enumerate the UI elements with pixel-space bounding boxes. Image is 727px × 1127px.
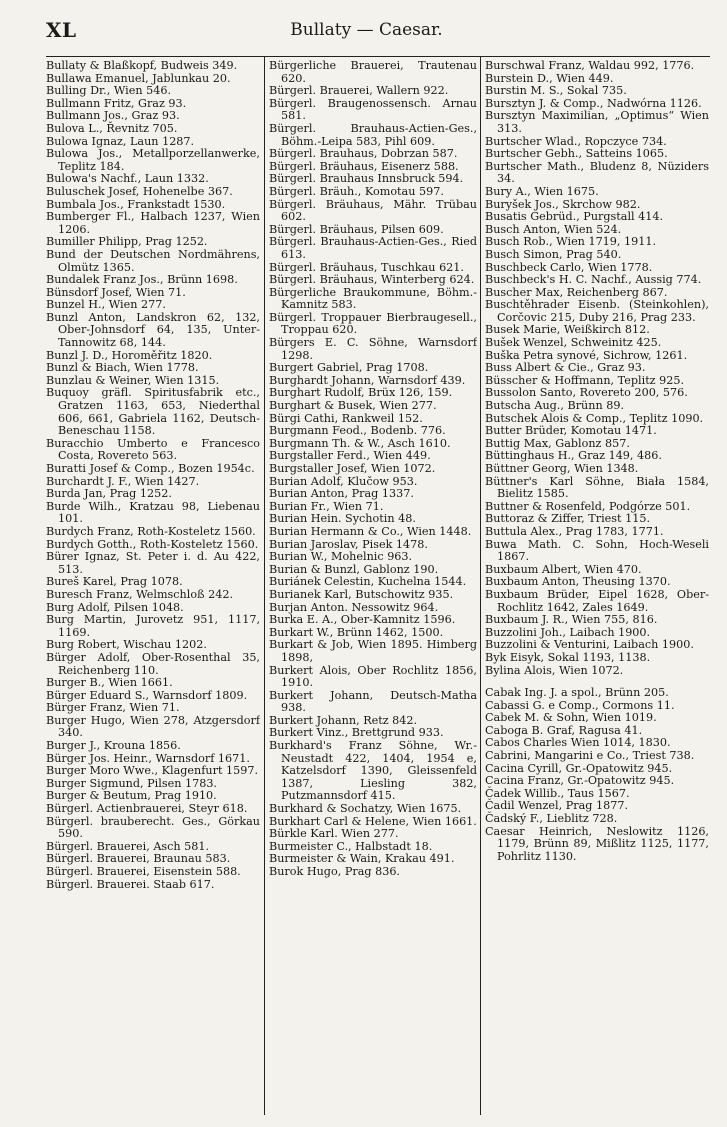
directory-entry: Bunzlau & Weiner, Wien 1315. [46,373,220,387]
directory-entry: Cacina Franz, Gr.-Opatowitz 945. [485,774,675,788]
directory-entry: Buzzolini & Venturini, Laibach 1900. [485,638,694,652]
directory-entry: Bürgerl. Braugenossensch. Arnau 581. [269,96,477,123]
column-3 [480,57,709,1115]
directory-entry: Bund der Deutschen Nordmährens, Olmütz 1365. [46,247,260,274]
directory-entry: Burian W., Mohelnic 963. [269,550,413,564]
directory-entry: Burian & Bunzl, Gablonz 190. [269,562,439,576]
directory-entry: Burok Hugo, Prag 836. [269,865,400,878]
columns-area [46,56,710,1115]
directory-entry: Bürgerl. Brauhaus Innsbruck 594. [269,172,464,186]
directory-entry: Bunzl & Biach, Wien 1778. [46,361,199,375]
directory-entry: Bunzel H., Wien 277. [46,298,166,312]
directory-entry: Busch Rob., Wien 1719, 1911. [485,235,657,249]
directory-entry: Buzzolini Joh., Laibach 1900. [485,625,651,639]
directory-entry: Bürgerliche Braukommune, Böhm.-Kamnitz 583. [269,285,477,312]
directory-entry: Bürgerl. Brauerei, Braunau 583. [46,852,231,866]
directory-entry: Burka E. A., Ober-Kamnitz 1596. [269,613,456,627]
directory-entry: Bünsdorf Josef, Wien 71. [46,285,186,299]
directory-entry: Buwa Math. C. Sohn, Hoch-Weseli 1867. [485,537,709,564]
directory-entry: Bürgerl. Bräuhaus, Mähr. Trübau 602. [269,197,477,224]
directory-entry: Burger Sigmund, Pilsen 1783. [46,776,217,790]
directory-entry: Burchardt J. F., Wien 1427. [46,474,200,488]
directory-entry: Burger Hugo, Wien 278, Atzgersdorf 340. [46,713,260,740]
directory-entry: Čadský F., Lieblitz 728. [485,812,618,826]
directory-entry: Bullmann Fritz, Graz 93. [46,96,187,110]
directory-entry: Buschtěhrader Eisenb. (Steinkohlen), Corčovic 215, Duby 216, Prag 233. [485,298,709,324]
directory-entry: Butter Brüder, Komotau 1471. [485,424,657,438]
page-header [46,14,687,50]
directory-entry: Busch Simon, Prag 540. [485,247,622,261]
directory-entry: Burde Wilh., Kratzau 98, Liebenau 101. [46,499,260,526]
directory-entry: Burdych Gotth., Roth-Kosteletz 1560. [46,537,259,551]
directory-entry: Büsscher & Hoffmann, Teplitz 925. [485,373,685,387]
directory-entry: Bumiller Philipp, Prag 1252. [46,235,208,249]
directory-entry: Bürgerl. Bräuh., Komotau 597. [269,184,444,198]
directory-entry: Buratti Josef & Comp., Bozen 1954c. [46,462,255,475]
directory-entry: Buxbaum Brüder, Eipel 1628, Ober-Rochlitz 1642, Zales 1649. [485,587,709,614]
directory-entry: Bürgerliche Brauerei, Trautenau 620. [269,59,477,85]
directory-entry: Burmeister C., Halbstadt 18. [269,839,433,853]
page-number: XL [46,18,77,42]
directory-entry: Cabek M. & Sohn, Wien 1019. [485,711,657,725]
directory-entry: Bürger Jos. Heinr., Warnsdorf 1671. [46,751,250,765]
directory-entry: Burtscher Wlad., Ropczyce 734. [485,134,667,148]
directory-entry: Burstin M. S., Sokal 735. [485,84,627,98]
directory-entry: Bürgerl. Brauhaus-Actien-Ges., Böhm.-Leipa 583, Pihl 609. [269,121,477,148]
directory-entry: Bulowa Ignaz, Laun 1287. [46,134,195,148]
directory-entry: Burian Hein. Sychotin 48. [269,512,416,526]
directory-entry: Burstein D., Wien 449. [485,71,614,85]
directory-entry: Burkert Johann, Deutsch-Matha 938. [269,688,477,715]
directory-entry: Bürgerl. Brauerei. Staab 617. [46,877,215,891]
directory-entry: Buresch Franz, Welmschloß 242. [46,587,234,601]
directory-entry: Burmeister & Wain, Krakau 491. [269,852,455,866]
directory-entry: Burkhard & Sochatzy, Wien 1675. [269,802,462,816]
directory-entry: Burian Hermann & Co., Wien 1448. [269,524,472,538]
directory-entry: Bürgerl. Brauhaus-Actien-Ges., Ried 613. [269,235,477,261]
directory-entry: Bürgerl. Brauerei, Wallern 922. [269,84,449,98]
directory-entry: Bürgerl. Bräuhaus, Pilsen 609. [269,222,444,236]
directory-entry: Burg Robert, Wischau 1202. [46,638,207,652]
directory-entry: Buquoy gräfl. Spiritusfabrik etc., Gratzen 1163, 653, Niederthal 606, 661, Gabriela 1162, Deutsch-Beneschau 1158. [46,386,260,438]
directory-entry: Burschwal Franz, Waldau 992, 1776. [485,59,695,72]
directory-entry: Buracchio Umberto e Francesco Costa, Rovereto 563. [46,436,260,463]
directory-entry: Buschbeck Carlo, Wien 1778. [485,260,653,274]
directory-entry: Bürgerl. Troppauer Bierbraugesell., Troppau 620. [269,310,477,337]
directory-entry: Butschek Alois & Comp., Teplitz 1090. [485,411,704,425]
directory-entry: Bürgerl. Brauerei, Asch 581. [46,839,210,853]
directory-entry: Burian Fr., Wien 71. [269,499,384,513]
directory-entry: Burger Moro Wwe., Klagenfurt 1597. [46,764,259,778]
directory-entry: Caboga B. Graf, Ragusa 41. [485,723,643,737]
directory-entry: Burtscher Math., Bludenz 8, Nüziders 34. [485,159,709,186]
directory-entry: Burgstaller Josef, Wien 1072. [269,462,436,475]
directory-entry: Burghardt Johann, Warnsdorf 439. [269,373,466,387]
directory-entry: Burgstaller Ferd., Wien 449. [269,449,431,463]
directory-entry: Burkhart Carl & Helene, Wien 1661. [269,814,477,828]
directory-entry: Bury A., Wien 1675. [485,184,599,198]
directory-entry: Buttner & Rosenfeld, Podgórze 501. [485,499,691,513]
directory-entry: Buttula Alex., Prag 1783, 1771. [485,524,664,538]
directory-entry: Burkart & Job, Wien 1895. Himberg 1898, [269,638,477,664]
directory-entry: Busch Anton, Wien 524. [485,222,622,236]
directory-entry: Bürkle Karl. Wien 277. [269,827,399,841]
directory-entry: Burkert Vinz., Brettgrund 933. [269,726,444,740]
directory-entry: Burgmann Th. & W., Asch 1610. [269,436,451,450]
directory-entry: Burger J., Krouna 1856. [46,739,181,753]
directory-entry: Byk Eisyk, Sokal 1193, 1138. [485,650,651,664]
directory-entry: Caesar Heinrich, Neslowitz 1126, 1179, Brünn 89, Mißlitz 1125, 1177, Pohrlitz 1130. [485,824,709,863]
directory-entry: Buška Petra synové, Sichrow, 1261. [485,348,688,362]
directory-entry: Buttig Max, Gablonz 857. [485,436,630,450]
directory-entry: Čadil Wenzel, Prag 1877. [485,799,629,813]
directory-entry: Bursztyn J. & Comp., Nadwórna 1126. [485,96,702,110]
directory-entry: Burgert Gabriel, Prag 1708. [269,361,429,375]
directory-entry: Buscher Max, Reichenberg 867. [485,285,668,299]
directory-entry: Buxbaum J. R., Wien 755, 816. [485,613,658,627]
column-1 [46,57,260,1115]
directory-entry: Buxbaum Albert, Wien 470. [485,562,642,576]
directory-entry: Busek Marie, Weißkirch 812. [485,323,650,337]
directory-entry: Busatis Gebrüd., Purgstall 414. [485,210,664,224]
directory-entry: Burghart Rudolf, Brüx 126, 159. [269,386,453,400]
directory-entry: Cacina Cyrill, Gr.-Opatowitz 945. [485,761,673,775]
directory-entry: Buss Albert & Cie., Graz 93. [485,361,646,375]
directory-entry: Bullmann Jos., Graz 93. [46,109,180,123]
directory-entry: Bulowa's Nachf., Laun 1332. [46,172,209,186]
directory-entry: Bürgi Cathi, Rankweil 152. [269,411,423,425]
directory-entry: Bürer Ignaz, St. Peter i. d. Au 422, 513. [46,550,260,576]
directory-entry: Bürgerl. Brauerei, Eisenstein 588. [46,865,241,878]
directory-entry: Bullawa Emanuel, Jablunkau 20. [46,71,231,85]
directory-entry: Bussolon Santo, Rovereto 200, 576. [485,386,688,400]
directory-entry: Burkert Alois, Ober Rochlitz 1856, 1910. [269,663,477,690]
directory-entry: Burian Adolf, Klučow 953. [269,474,418,488]
directory-entry: Büttner's Karl Söhne, Biała 1584, Bielitz 1585. [485,474,709,501]
directory-entry: Bušek Wenzel, Schweinitz 425. [485,336,662,350]
directory-entry: Bürgerl. brauberecht. Ges., Görkau 590. [46,814,260,841]
directory-entry: Bylina Alois, Wien 1072. [485,663,624,677]
directory-entry: Burger B., Wien 1661. [46,676,173,690]
directory-entry: Bürgerl. Bräuhaus, Eisenerz 588. [269,159,459,173]
directory-entry: Bursztyn Maximilian, „Optimus“ Wien 313. [485,109,709,135]
directory-entry: Burian Anton, Prag 1337. [269,487,414,501]
directory-entry: Büttinghaus H., Graz 149, 486. [485,449,662,463]
directory-entry: Buxbaum Anton, Theusing 1370. [485,575,671,589]
directory-entry: Burjan Anton. Nessowitz 964. [269,600,439,614]
directory-entry: Bürgerl. Bräuhaus, Tuschkau 621. [269,260,464,274]
directory-entry: Bumbala Jos., Frankstadt 1530. [46,197,226,211]
directory-entry: Bulling Dr., Wien 546. [46,84,172,98]
directory-entry: Bunzl Anton, Landskron 62, 132, Ober-Johnsdorf 64, 135, Unter-Tannowitz 68, 144. [46,310,260,350]
directory-entry: Bulowa Jos., Metallporzellanwerke, Teplitz 184. [46,147,260,173]
directory-entry: Burda Jan, Prag 1252. [46,487,172,501]
running-head: Bullaty — Caesar. [290,20,443,40]
column-2 [264,57,477,1115]
directory-entry: Cabassi G. e Comp., Cormons 11. [485,698,675,712]
directory-entry: Bürgerl. Brauhaus, Dobrzan 587. [269,147,458,161]
directory-entry: Bullaty & Blaßkopf, Budweis 349. [46,59,238,72]
directory-entry: Bürger Franz, Wien 71. [46,701,180,715]
directory-entry: Čadek Willib., Taus 1567. [485,786,630,800]
directory-entry: Bürgerl. Actienbrauerei, Steyr 618. [46,802,248,816]
directory-entry: Bureš Karel, Prag 1078. [46,575,183,589]
directory-entry: Burian Jaroslav, Pisek 1478. [269,537,428,551]
directory-entry: Bumberger Fl., Halbach 1237, Wien 1206. [46,210,260,236]
directory-entry: Burianek Karl, Butschowitz 935. [269,587,454,601]
directory-entry: Büttner Georg, Wien 1348. [485,462,639,475]
directory-entry: Burkert Johann, Retz 842. [269,713,418,727]
directory-entry: Burghart & Busek, Wien 277. [269,399,437,413]
directory-entry: Burg Martin, Jurovetz 951, 1117, 1169. [46,613,260,639]
directory-entry: Bürgers E. C. Söhne, Warnsdorf 1298. [269,336,477,362]
directory-entry: Cabak Ing. J. a spol., Brünn 205. [485,686,669,700]
directory-entry: Burkart W., Brünn 1462, 1500. [269,625,444,639]
directory-entry: Burkhard's Franz Söhne, Wr.-Neustadt 422, 1404, 1954 e, Katzelsdorf 1390, Gleissenfeld 1387, Liesling 382, Putzmannsdorf 415. [269,739,477,803]
directory-entry: Burdych Franz, Roth-Kosteletz 1560. [46,524,256,538]
directory-entry: Bunzl J. D., Horoměřitz 1820. [46,348,213,362]
directory-entry: Bundalek Franz Jos., Brünn 1698. [46,273,238,287]
directory-entry: Cabrini, Mangarini e Co., Triest 738. [485,749,695,763]
directory-entry: Burger & Beutum, Prag 1910. [46,789,217,803]
directory-entry: Burtscher Gebh., Satteins 1065. [485,147,668,161]
directory-entry: Cabos Charles Wien 1014, 1830. [485,736,671,750]
directory-entry: Burgmann Feod., Bodenb. 776. [269,424,446,438]
directory-entry: Buriánek Celestin, Kuchelna 1544. [269,575,467,589]
directory-entry: Buschbeck's H. C. Nachf., Aussig 774. [485,273,702,287]
directory-entry: Bürger Eduard S., Warnsdorf 1809. [46,688,248,702]
directory-entry: Burg Adolf, Pilsen 1048. [46,600,184,614]
directory-entry: Buluschek Josef, Hohenelbe 367. [46,184,233,198]
directory-entry: Bulova L., Řevnitz 705. [46,121,178,135]
directory-entry: Bürger Adolf, Ober-Rosenthal 35, Reichenberg 110. [46,650,260,677]
directory-entry: Bürgerl. Bräuhaus, Winterberg 624. [269,273,475,287]
directory-entry: Buryšek Jos., Skrchow 982. [485,197,641,211]
directory-entry: Butscha Aug., Brünn 89. [485,399,625,413]
directory-entry: Buttoraz & Ziffer, Triest 115. [485,512,650,526]
